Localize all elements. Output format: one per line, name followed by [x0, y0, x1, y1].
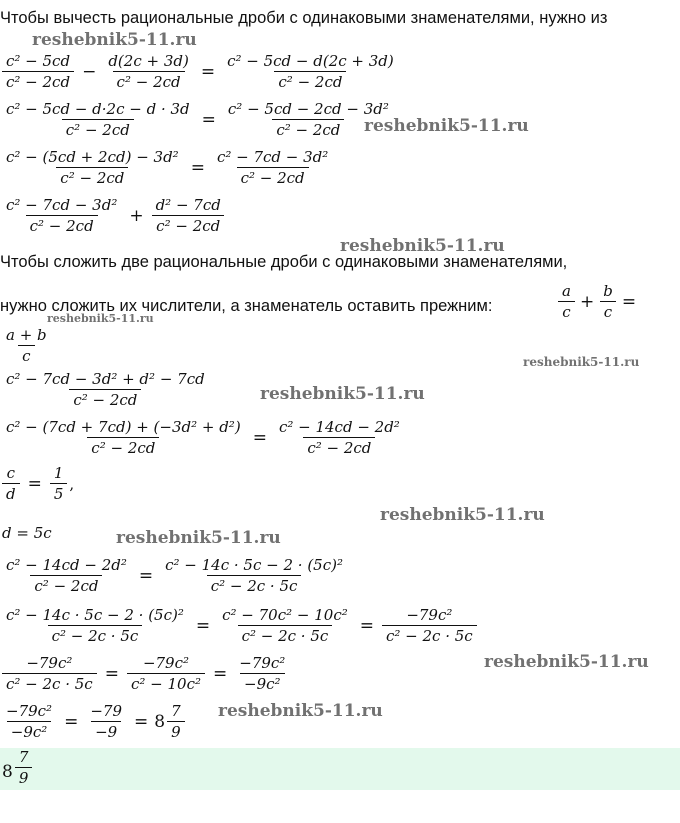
denominator: −9c² — [7, 721, 52, 741]
denominator: c² − 2cd — [30, 575, 102, 595]
denominator: c² − 2c · 5c — [2, 673, 97, 693]
fraction — [382, 606, 477, 645]
operator: = — [138, 565, 154, 586]
numerator: c² − 14c · 5c − 2 · (5c)² — [6, 606, 184, 624]
watermark: reshebnik5-11.ru — [523, 355, 640, 369]
fraction — [2, 148, 183, 187]
denominator: 9 — [167, 721, 185, 741]
numerator: c² − (7cd + 7cd) + (−3d² + d²) — [6, 418, 241, 436]
numerator: −79c² — [26, 654, 73, 672]
intro-paragraph-addition: Чтобы сложить две рациональные дроби с одинаковыми знаменателями, — [0, 253, 568, 271]
fraction — [213, 148, 332, 187]
denominator: 9 — [15, 767, 33, 787]
denominator: 5 — [50, 483, 68, 503]
equation-8 — [0, 606, 479, 645]
intro-paragraph-subtraction: Чтобы вычесть рациональные дроби с одинаковыми знаменателями, нужно из — [0, 9, 608, 27]
fraction — [558, 282, 575, 321]
fraction — [50, 464, 68, 503]
fraction — [2, 654, 97, 693]
fraction — [2, 606, 188, 645]
numerator: c² − 14c · 5c − 2 · (5c)² — [165, 556, 343, 574]
fraction — [167, 702, 185, 741]
fraction — [223, 52, 398, 91]
denominator: c — [600, 301, 616, 321]
operator: = — [195, 615, 211, 636]
numerator: −79c² — [406, 606, 453, 624]
equation-1 — [0, 52, 400, 91]
numerator: d(2c + 3d) — [108, 52, 189, 70]
fraction — [2, 418, 245, 457]
numerator: c² − 5cd — [6, 52, 71, 70]
denominator: c² − 2c · 5c — [238, 625, 333, 645]
fraction — [152, 196, 225, 235]
denominator: c² − 2c · 5c — [48, 625, 143, 645]
watermark: reshebnik5-11.ru — [32, 30, 197, 50]
operator: = — [213, 663, 228, 684]
watermark: reshebnik5-11.ru — [47, 312, 154, 325]
numerator: −79c² — [239, 654, 286, 672]
numerator: −79 — [90, 702, 122, 720]
equation-10 — [0, 702, 187, 741]
numerator: a + b — [6, 326, 47, 344]
operator: = — [64, 711, 79, 732]
operator: − — [82, 61, 97, 82]
equation-4 — [0, 196, 227, 235]
denominator: c — [18, 345, 34, 362]
equation-3 — [0, 148, 334, 187]
equation-2 — [0, 100, 395, 139]
numerator: c² − 5cd − d·2c − d · 3d — [6, 100, 190, 118]
denominator: c² − 2c · 5c — [382, 625, 477, 645]
denominator: c² − 2cd — [237, 167, 309, 187]
addition-rule-result — [0, 326, 53, 362]
denominator: d — [2, 483, 20, 503]
numerator: c² − 5cd − d(2c + 3d) — [227, 52, 394, 70]
operator: = — [621, 291, 637, 312]
operator: + — [579, 291, 595, 312]
denominator: c² − 2cd — [87, 437, 159, 457]
answer-box — [0, 748, 680, 790]
denominator: c² − 2cd — [56, 167, 128, 187]
comma: , — [69, 474, 75, 493]
watermark: reshebnik5-11.ru — [260, 384, 425, 404]
equation-7 — [0, 556, 349, 595]
fraction — [127, 654, 205, 693]
numerator: c² − 7cd − 3d² — [216, 148, 329, 166]
numerator: −79c² — [142, 654, 190, 672]
numerator: 7 — [171, 702, 181, 720]
fraction — [235, 654, 289, 693]
fraction — [275, 418, 404, 457]
denominator: c² − 2cd — [26, 215, 98, 235]
denominator: c² − 2cd — [113, 71, 185, 91]
numerator: c² − 5cd − 2cd − 3d² — [227, 100, 389, 118]
fraction — [2, 556, 131, 595]
fraction — [599, 282, 617, 321]
watermark: reshebnik5-11.ru — [340, 236, 505, 256]
operator: = — [252, 427, 267, 448]
watermark: reshebnik5-11.ru — [364, 116, 529, 136]
ratio-equation — [0, 464, 74, 503]
operator: = — [359, 615, 374, 636]
fraction — [2, 326, 51, 362]
denominator: −9c² — [240, 673, 285, 693]
denominator: c² − 2cd — [303, 437, 375, 457]
substitution — [2, 524, 52, 542]
answer-whole: 8 — [2, 762, 13, 782]
fraction — [218, 606, 352, 645]
numerator: c² − 14cd − 2d² — [6, 556, 127, 574]
equation-5 — [0, 370, 211, 409]
numerator: c — [6, 464, 15, 482]
denominator: −9 — [91, 721, 121, 741]
equation-6 — [0, 418, 406, 457]
fraction — [86, 702, 126, 741]
addition-rule — [556, 282, 639, 321]
mixed-number-whole: 8 — [154, 711, 166, 732]
numerator: c² − 14cd − 2d² — [278, 418, 400, 436]
denominator: c² − 2c · 5c — [207, 575, 302, 595]
operator: + — [129, 205, 144, 226]
numerator: b — [603, 282, 613, 300]
operator: = — [27, 473, 42, 494]
fraction — [2, 702, 56, 741]
numerator: c² − 7cd − 3d² + d² − 7cd — [6, 370, 205, 388]
watermark: reshebnik5-11.ru — [380, 505, 545, 525]
numerator: a — [562, 282, 571, 300]
answer-fraction — [15, 748, 33, 787]
numerator: c² − (5cd + 2cd) − 3d² — [6, 148, 179, 166]
denominator: c — [558, 301, 574, 321]
watermark: reshebnik5-11.ru — [116, 528, 281, 548]
watermark: reshebnik5-11.ru — [484, 652, 649, 672]
fraction — [2, 464, 20, 503]
numerator: 7 — [18, 748, 29, 766]
operator: = — [190, 157, 205, 178]
fraction — [2, 196, 121, 235]
denominator: c² − 10c² — [127, 673, 205, 693]
fraction — [2, 370, 209, 409]
numerator: d² − 7cd — [155, 196, 221, 214]
denominator: c² − 2cd — [274, 71, 346, 91]
operator: = — [201, 109, 216, 130]
numerator: c² − 70c² − 10c² — [222, 606, 348, 624]
watermark: reshebnik5-11.ru — [218, 701, 383, 721]
final-answer — [2, 748, 34, 790]
equation-9 — [0, 654, 291, 693]
intro-paragraph-addition-cont: нужно сложить их числители, а знаменатель оставить прежним: — [0, 297, 493, 315]
operator: = — [133, 711, 149, 732]
fraction — [2, 100, 194, 139]
denominator: c² − 2cd — [62, 119, 134, 139]
denominator: c² − 2cd — [272, 119, 344, 139]
numerator: c² − 7cd − 3d² — [6, 196, 118, 214]
fraction — [104, 52, 193, 91]
denominator: c² − 2cd — [152, 215, 224, 235]
numerator: 1 — [53, 464, 64, 482]
operator: = — [104, 663, 119, 684]
numerator: −79c² — [6, 702, 53, 720]
fraction — [2, 52, 74, 91]
operator: = — [200, 61, 216, 82]
denominator: c² − 2cd — [69, 389, 141, 409]
substitution-text: d = 5c — [2, 524, 52, 542]
denominator: c² − 2cd — [2, 71, 74, 91]
fraction — [161, 556, 347, 595]
